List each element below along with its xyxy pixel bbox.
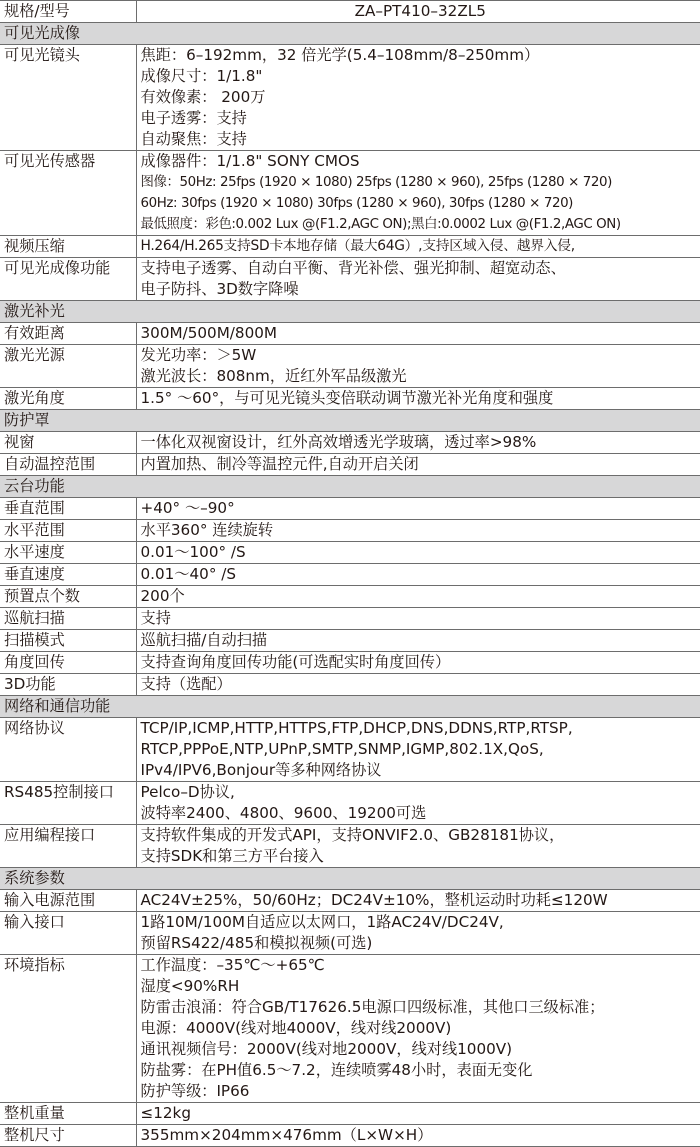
spec-value-line: 湿度<90%RH [141,976,700,997]
spec-row [0,652,700,674]
spec-table-body [0,1,700,1147]
section-header [0,476,700,498]
spec-value [136,912,700,955]
section-title: 云台功能 [0,476,700,498]
spec-row [0,236,700,258]
spec-value [136,718,700,782]
spec-value [136,608,700,630]
spec-value [136,454,700,476]
spec-row [0,718,700,782]
spec-value-line: 0.01～40° /S [141,564,700,585]
spec-label: 应用编程接口 [0,825,136,868]
spec-value-line: 图像：50Hz: 25fps (1920 × 1080) 25fps (1280 × 960), 25fps (1280 × 720) [141,172,700,193]
spec-label: 可见光成像功能 [0,258,136,301]
spec-value-line: 预留RS422/485和模拟视频(可选) [141,933,700,954]
spec-label: 激光角度 [0,388,136,410]
spec-label: 3D功能 [0,674,136,696]
spec-row [0,608,700,630]
spec-value-line: 支持（选配） [141,674,700,695]
spec-value-line: 水平360° 连续旋转 [141,520,700,541]
model-row [0,1,700,23]
spec-value-line: 波特率2400、4800、9600、19200可选 [141,803,700,824]
spec-value [136,586,700,608]
spec-label: 可见光镜头 [0,45,136,151]
spec-row [0,1103,700,1125]
spec-value-line: 支持电子透雾、自动白平衡、背光补偿、强光抑制、超宽动态、 [141,258,700,279]
spec-value-line: Pelco–D协议, [141,782,700,803]
spec-value [136,782,700,825]
spec-value-line: 200个 [141,586,700,607]
spec-value-line: 防雷击浪涌：符合GB/T17626.5电源口四级标准，其他口三级标准； [141,997,700,1018]
spec-label: 巡航扫描 [0,608,136,630]
spec-value [136,151,700,236]
spec-row [0,1125,700,1147]
spec-value-line: 成像器件：1/1.8" SONY CMOS [141,151,700,172]
spec-row [0,258,700,301]
section-title: 激光补光 [0,301,700,323]
spec-value-line: H.264/H.265支持SD卡本地存储（最大64G）,支持区域入侵、越界入侵, [141,236,700,257]
spec-label: 有效距离 [0,323,136,345]
spec-row [0,630,700,652]
spec-value-line: ≤12kg [141,1103,700,1124]
spec-value [136,520,700,542]
spec-value-line: 防盐雾：在PH值6.5～7.2，连续喷雾48小时，表面无变化 [141,1060,700,1081]
spec-value-line: 355mm×204mm×476mm（L×W×H） [141,1125,700,1146]
spec-row [0,825,700,868]
spec-value-line: 工作温度：–35℃～+65℃ [141,955,700,976]
section-title: 防护罩 [0,410,700,432]
spec-value-line: 最低照度：彩色:0.002 Lux @(F1.2,AGC ON);黑白:0.0002 Lux @(F1.2,AGC ON) [141,214,700,235]
spec-value-line: TCP/IP,ICMP,HTTP,HTTPS,FTP,DHCP,DNS,DDNS,RTP,RTSP, [141,718,700,739]
spec-row [0,586,700,608]
spec-value [136,674,700,696]
section-header [0,696,700,718]
spec-value [136,652,700,674]
section-header [0,868,700,890]
spec-value [136,564,700,586]
section-header [0,301,700,323]
spec-label: 环境指标 [0,955,136,1103]
spec-value [136,542,700,564]
section-header [0,23,700,45]
model-value: ZA–PT410–32ZL5 [136,1,700,23]
section-title: 可见光成像 [0,23,700,45]
spec-row [0,890,700,912]
spec-value-line: 发光功率：＞5W [141,345,700,366]
spec-label: 视窗 [0,432,136,454]
spec-value-line: 支持查询角度回传功能(可选配实时角度回传） [141,652,700,673]
spec-value-line: RTCP,PPPoE,NTP,UPnP,SMTP,SNMP,IGMP,802.1X,QoS, [141,739,700,760]
spec-value [136,1103,700,1125]
spec-value-line: 支持软件集成的开发式API，支持ONVIF2.0、GB28181协议， [141,825,700,846]
spec-value-line: 0.01～100° /S [141,542,700,563]
spec-value [136,388,700,410]
spec-row [0,782,700,825]
spec-value-line: 有效像素： 200万 [141,87,700,108]
spec-row [0,542,700,564]
spec-value-line: 电子防抖、3D数字降噪 [141,279,700,300]
spec-value-line: 60Hz: 30fps (1920 × 1080) 30fps (1280 × 960), 30fps (1280 × 720) [141,193,700,214]
spec-label: 自动温控范围 [0,454,136,476]
spec-value-line: 支持 [141,608,700,629]
spec-label: 角度回传 [0,652,136,674]
spec-row [0,388,700,410]
spec-value-line: 成像尺寸：1/1.8" [141,66,700,87]
spec-value-line: 300M/500M/800M [141,323,700,344]
spec-value-line: +40° ～–90° [141,498,700,519]
spec-value [136,45,700,151]
spec-value-line: 1.5° ～60°，与可见光镜头变倍联动调节激光补光角度和强度 [141,388,700,409]
spec-value-line: 激光波长：808nm，近红外军品级激光 [141,366,700,387]
spec-value [136,630,700,652]
spec-value [136,258,700,301]
spec-row [0,520,700,542]
spec-value-line: 电源：4000V(线对地4000V，线对线2000V) [141,1018,700,1039]
section-title: 网络和通信功能 [0,696,700,718]
spec-row [0,912,700,955]
spec-label: 输入电源范围 [0,890,136,912]
spec-value [136,890,700,912]
spec-row [0,498,700,520]
spec-value-line: 1路10M/100M自适应以太网口，1路AC24V/DC24V, [141,912,700,933]
spec-label: 可见光传感器 [0,151,136,236]
spec-value-line: 通讯视频信号：2000V(线对地2000V，线对线1000V) [141,1039,700,1060]
spec-row [0,454,700,476]
spec-value-line: 电子透雾：支持 [141,108,700,129]
model-label: 规格/型号 [0,1,136,23]
spec-value-line: IPv4/IPV6,Bonjour等多种网络协议 [141,760,700,781]
spec-row [0,323,700,345]
section-header [0,410,700,432]
spec-row [0,151,700,236]
spec-value-line: 防护等级：IP66 [141,1081,700,1102]
spec-value [136,955,700,1103]
spec-value [136,825,700,868]
spec-label: 垂直范围 [0,498,136,520]
spec-value [136,236,700,258]
spec-label: 水平范围 [0,520,136,542]
section-title: 系统参数 [0,868,700,890]
spec-row [0,955,700,1103]
spec-label: 激光光源 [0,345,136,388]
spec-value [136,323,700,345]
spec-label: 整机重量 [0,1103,136,1125]
spec-value [136,345,700,388]
spec-row [0,564,700,586]
spec-value [136,1125,700,1147]
spec-value-line: 自动聚焦：支持 [141,129,700,150]
spec-label: 视频压缩 [0,236,136,258]
spec-label: 输入接口 [0,912,136,955]
spec-row [0,345,700,388]
spec-label: RS485控制接口 [0,782,136,825]
spec-value [136,432,700,454]
spec-label: 网络协议 [0,718,136,782]
spec-value-line: 巡航扫描/自动扫描 [141,630,700,651]
spec-value [136,498,700,520]
spec-row [0,674,700,696]
spec-value-line: 焦距：6–192mm，32 倍光学(5.4–108mm/8–250mm） [141,45,700,66]
spec-row [0,45,700,151]
spec-value-line: 内置加热、制冷等温控元件,自动开启关闭 [141,454,700,475]
spec-value-line: 一体化双视窗设计，红外高效增透光学玻璃，透过率>98% [141,432,700,453]
spec-label: 水平速度 [0,542,136,564]
spec-label: 扫描模式 [0,630,136,652]
spec-label: 整机尺寸 [0,1125,136,1147]
spec-row [0,432,700,454]
spec-label: 预置点个数 [0,586,136,608]
spec-label: 垂直速度 [0,564,136,586]
spec-value-line: 支持SDK和第三方平台接入 [141,846,700,867]
spec-value-line: AC24V±25%，50/60Hz；DC24V±10%，整机运动时功耗≤120W [141,890,700,911]
